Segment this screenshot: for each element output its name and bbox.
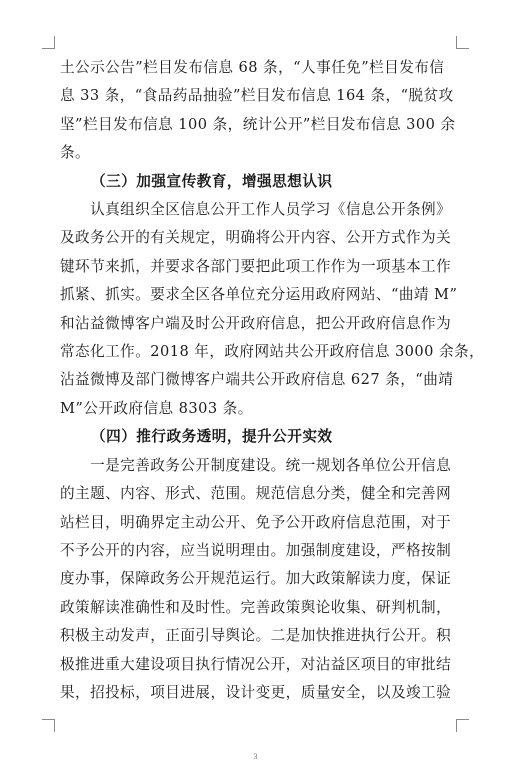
- section-4-heading: （四）推行政务透明，提升公开实效: [91, 428, 333, 446]
- paragraph-line: 认真组织全区信息公开工作人员学习《信息公开条例》: [60, 201, 452, 219]
- paragraph-line: 抓紧、抓实。要求全区各单位充分运用政府网站、“曲靖 M”: [60, 286, 458, 304]
- page-number: 3: [253, 752, 258, 761]
- intro-continued-paragraph: [60, 54, 475, 168]
- section-3-paragraph: [60, 196, 485, 423]
- paragraph-line: M”公开政府信息 8303 条。: [60, 399, 253, 417]
- paragraph-line: 及政务公开的有关规定，明确将公开内容、公开方式作为关: [60, 229, 452, 247]
- section-3-heading: （三）加强宣传教育，增强思想认识: [91, 172, 333, 190]
- paragraph-line: 和沾益微博客户端及时公开政府信息，把公开政府信息作为: [60, 314, 452, 332]
- paragraph-line: 政策解读准确性和及时性。完善政策舆论收集、研判机制，: [60, 598, 452, 616]
- paragraph-line: 土公示公告”栏目发布信息 68 条，“人事任免”栏目发布信: [60, 59, 445, 76]
- paragraph-line: 站栏目，明确界定主动公开、免予公开政府信息范围，对于: [60, 513, 452, 531]
- paragraph-line: 沾益微博及部门微博客户端共公开政府信息 627 条，“曲靖: [60, 371, 454, 389]
- paragraph-line: 坚”栏目发布信息 100 条，统计公开”栏目发布信息 300 余: [60, 115, 456, 133]
- paragraph-line: 一是完善政务公开制度建设。统一规划各单位公开信息: [60, 456, 452, 474]
- crop-mark-bottom-left: [42, 719, 55, 732]
- paragraph-line: 极推进重大建设项目执行情况公开，对沾益区项目的审批结: [60, 655, 452, 673]
- paragraph-line: 果，招投标，项目进展，设计变更，质量安全，以及竣工验: [60, 683, 452, 701]
- crop-mark-bottom-right: [456, 719, 469, 732]
- paragraph-line: 键环节来抓，并要求各部门要把此项工作作为一项基本工作: [60, 257, 452, 275]
- paragraph-line: 不予公开的内容，应当说明理由。加强制度建设，严格按制: [60, 541, 452, 559]
- paragraph-line: 条。: [60, 144, 91, 162]
- paragraph-line: 息 33 条，“食品药品抽验”栏目发布信息 164 条，“脱贫攻: [60, 87, 454, 105]
- paragraph-line: 积极主动发声，正面引导舆论。二是加快推进执行公开。积: [60, 627, 452, 645]
- section-4-paragraph: [60, 452, 475, 708]
- crop-mark-top-left: [42, 36, 55, 49]
- document-body: [60, 54, 485, 707]
- paragraph-line: 常态化工作。2018 年，政府网站共公开政府信息 3000 余条，: [60, 343, 485, 361]
- paragraph-line: 的主题、内容、形式、范围。规范信息分类，健全和完善网: [60, 485, 452, 503]
- crop-mark-top-right: [456, 36, 469, 49]
- paragraph-line: 度办事，保障政务公开规范运行。加大政策解读力度，保证: [60, 570, 452, 588]
